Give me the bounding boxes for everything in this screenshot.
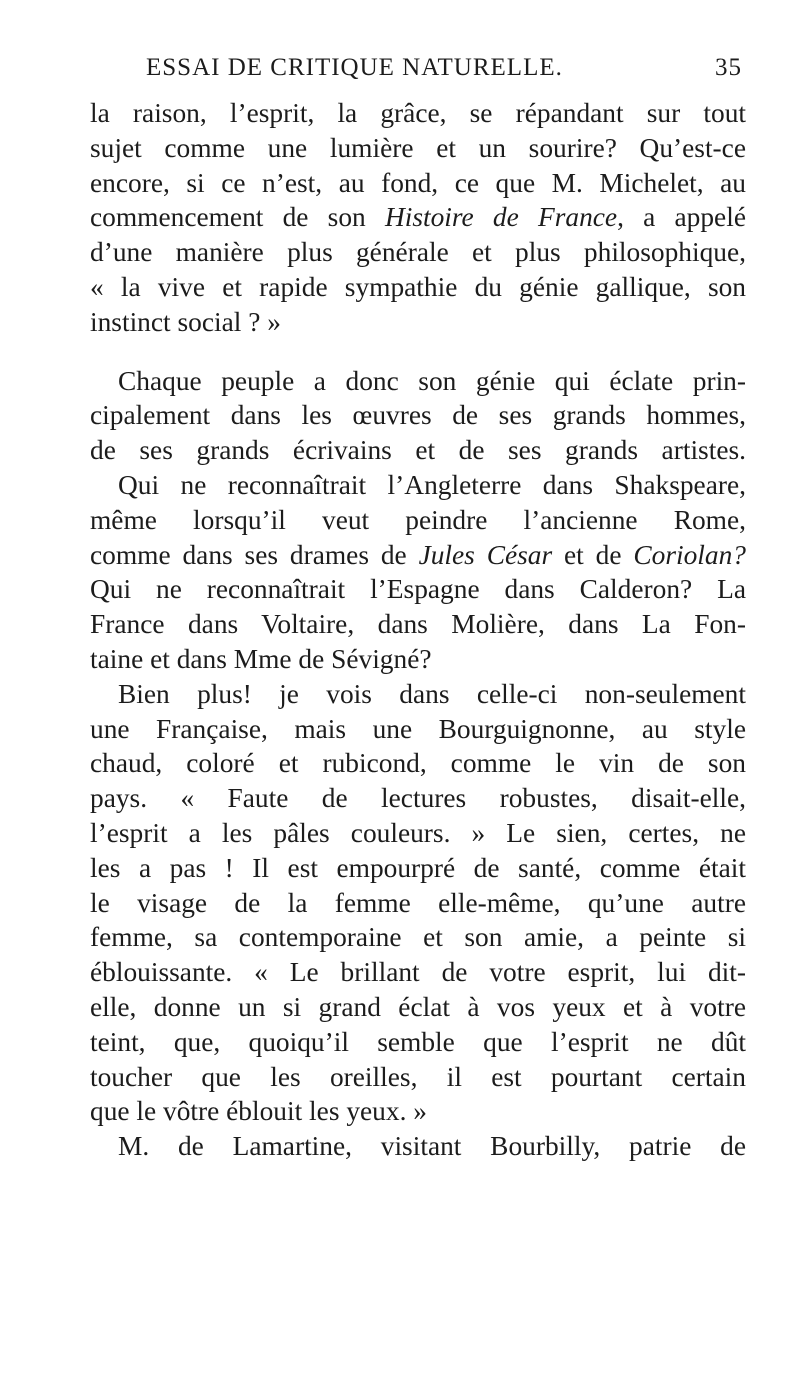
text-segment: , a appelé bbox=[617, 202, 746, 233]
text-line bbox=[90, 270, 746, 305]
text-line bbox=[90, 955, 746, 990]
text-segment: Bien plus! je vois dans celle-ci non-seulement bbox=[118, 678, 746, 709]
text-segment: cipalement dans les œuvres de ses grands hommes, bbox=[90, 400, 746, 431]
text-segment: instinct social ? » bbox=[90, 306, 281, 337]
text-line bbox=[90, 166, 746, 201]
text-line bbox=[90, 398, 746, 433]
text-segment: teint, que, quoiqu’il semble que l’esprit ne dût bbox=[90, 1026, 746, 1057]
body-text bbox=[90, 96, 746, 1164]
italic-title: Histoire de France bbox=[384, 202, 618, 233]
text-line bbox=[90, 886, 746, 921]
text-line bbox=[90, 572, 746, 607]
text-line bbox=[90, 1094, 746, 1129]
text-segment: M. de Lamartine, visitant Bourbilly, patrie de bbox=[118, 1131, 746, 1162]
text-segment: toucher que les oreilles, il est pourtant certain bbox=[90, 1061, 746, 1092]
text-line bbox=[90, 305, 746, 340]
text-line bbox=[90, 1060, 746, 1095]
text-segment: chaud, coloré et rubicond, comme le vin de son bbox=[90, 748, 746, 779]
text-segment: de ses grands écrivains et de ses grands artistes. bbox=[90, 435, 746, 466]
text-line bbox=[90, 712, 746, 747]
italic-title: Jules César bbox=[418, 539, 553, 570]
text-line bbox=[90, 851, 746, 886]
text-segment: et de bbox=[552, 539, 634, 570]
page-number: 35 bbox=[715, 54, 742, 81]
text-line bbox=[90, 433, 746, 468]
text-line bbox=[90, 677, 746, 712]
text-segment: éblouissante. « Le brillant de votre esprit, lui dit- bbox=[90, 957, 746, 988]
text-segment: France dans Voltaire, dans Molière, dans La Fon- bbox=[90, 609, 746, 640]
text-segment: le visage de la femme elle-même, qu’une autre bbox=[90, 887, 746, 918]
text-segment: femme, sa contemporaine et son amie, a peinte si bbox=[90, 922, 746, 953]
text-segment: d’une manière plus générale et plus philosophique, bbox=[90, 237, 746, 268]
text-line bbox=[90, 746, 746, 781]
text-segment: la raison, l’esprit, la grâce, se répandant sur tout bbox=[90, 98, 746, 128]
text-line bbox=[90, 503, 746, 538]
italic-title: Coriolan? bbox=[633, 539, 746, 570]
text-line bbox=[90, 920, 746, 955]
text-segment: sujet comme une lumière et un sourire? Qu’est-ce bbox=[90, 132, 746, 163]
text-line bbox=[90, 1129, 746, 1164]
text-line bbox=[90, 96, 746, 131]
text-segment: une Française, mais une Bourguignonne, au style bbox=[90, 713, 746, 744]
text-line bbox=[90, 607, 746, 642]
text-segment: commencement de son bbox=[90, 202, 385, 233]
text-segment: « la vive et rapide sympathie du génie gallique, son bbox=[90, 271, 746, 302]
text-line bbox=[90, 538, 746, 573]
text-segment: que le vôtre éblouit les yeux. » bbox=[90, 1096, 427, 1127]
text-segment: pays. « Faute de lectures robustes, disait-elle, bbox=[90, 783, 746, 814]
running-title: ESSAI DE CRITIQUE NATURELLE. bbox=[146, 54, 563, 81]
running-head bbox=[96, 54, 742, 90]
text-segment: même lorsqu’il veut peindre l’ancienne Rome, bbox=[90, 504, 746, 535]
text-segment: elle, donne un si grand éclat à vos yeux et à votre bbox=[90, 991, 746, 1022]
text-segment: les a pas ! Il est empourpré de santé, comme était bbox=[90, 852, 746, 883]
text-segment: taine et dans Mme de Sévigné? bbox=[90, 643, 432, 674]
text-line bbox=[90, 781, 746, 816]
text-segment: l’esprit a les pâles couleurs. » Le sien, certes, ne bbox=[90, 817, 746, 848]
text-line bbox=[90, 816, 746, 851]
text-line bbox=[90, 131, 746, 166]
text-line bbox=[90, 235, 746, 270]
text-line bbox=[90, 468, 746, 503]
text-segment: encore, si ce n’est, au fond, ce que M. Michelet, au bbox=[90, 167, 746, 198]
text-segment: comme dans ses drames de bbox=[90, 539, 419, 570]
text-line bbox=[90, 990, 746, 1025]
text-line bbox=[90, 364, 746, 399]
text-line bbox=[90, 1025, 746, 1060]
text-segment: Qui ne reconnaîtrait l’Espagne dans Calderon? La bbox=[90, 574, 746, 605]
text-line bbox=[90, 200, 746, 235]
text-segment: Chaque peuple a donc son génie qui éclate prin- bbox=[118, 365, 746, 396]
text-segment: Qui ne reconnaîtrait l’Angleterre dans Shakspeare, bbox=[118, 469, 746, 500]
text-line bbox=[90, 642, 746, 677]
